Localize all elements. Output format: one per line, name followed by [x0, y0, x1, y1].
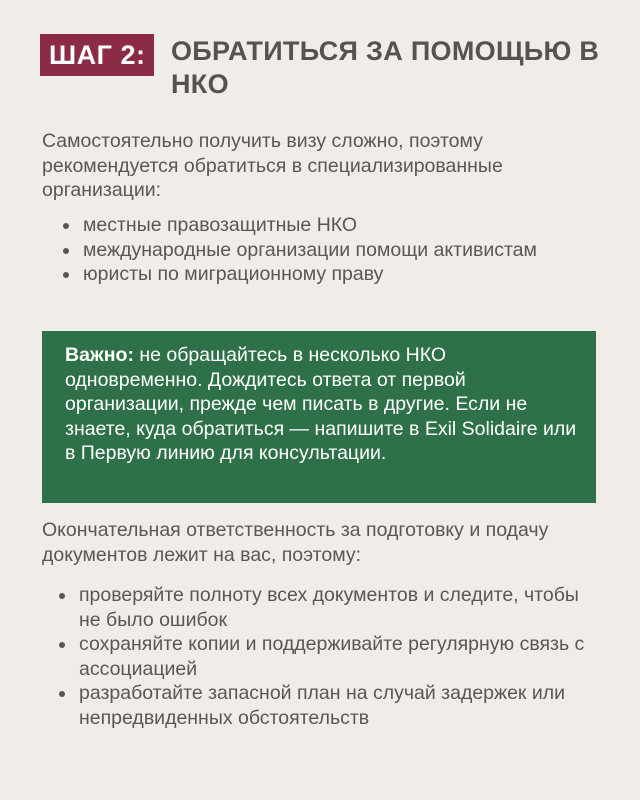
- list-item-text: сохраняйте копии и поддерживайте регулярную связь с ассоциацией: [79, 633, 585, 680]
- bullet-icon: [63, 248, 69, 254]
- bullet-icon: [59, 642, 65, 648]
- list-item: [58, 583, 598, 632]
- list-item: [58, 632, 598, 681]
- bullet-icon: [63, 272, 69, 278]
- organizations-list: [62, 213, 582, 287]
- note-label: Важно:: [65, 344, 134, 366]
- bullet-icon: [59, 593, 65, 599]
- note-text: не обращайтесь в несколько НКО одновременно. Дождитесь ответа от первой организации, прежде чем писать в другие. Если не знаете, куда обратиться — напишите в Exil Solidaire или в Первую линию для консультации.: [65, 344, 577, 464]
- list-item-text: юристы по миграционному праву: [83, 263, 384, 285]
- bullet-icon: [59, 691, 65, 697]
- page-title: ОБРАТИТЬСЯ ЗА ПОМОЩЬЮ В НКО: [171, 36, 600, 99]
- list-item-text: проверяйте полноту всех документов и следите, чтобы не было ошибок: [79, 584, 579, 631]
- recommendations-list: [58, 583, 598, 730]
- responsibility-paragraph: Окончательная ответственность за подготовку и подачу документов лежит на вас, поэтому:: [42, 519, 549, 566]
- list-item: [62, 213, 582, 238]
- list-item: [62, 262, 582, 287]
- list-item-text: международные организации помощи активистам: [83, 238, 537, 261]
- intro-paragraph: Самостоятельно получить визу сложно, поэтому рекомендуется обратиться в специализированные организации:: [42, 130, 503, 201]
- important-note: [42, 331, 596, 503]
- bullet-icon: [63, 223, 69, 229]
- list-item: [58, 681, 598, 730]
- step-badge: ШАГ 2:: [40, 34, 154, 76]
- list-item: [62, 238, 582, 263]
- list-item-text: разработайте запасной план на случай задержек или непредвиденных обстоятельств: [79, 682, 566, 729]
- list-item-text: местные правозащитные НКО: [83, 214, 358, 236]
